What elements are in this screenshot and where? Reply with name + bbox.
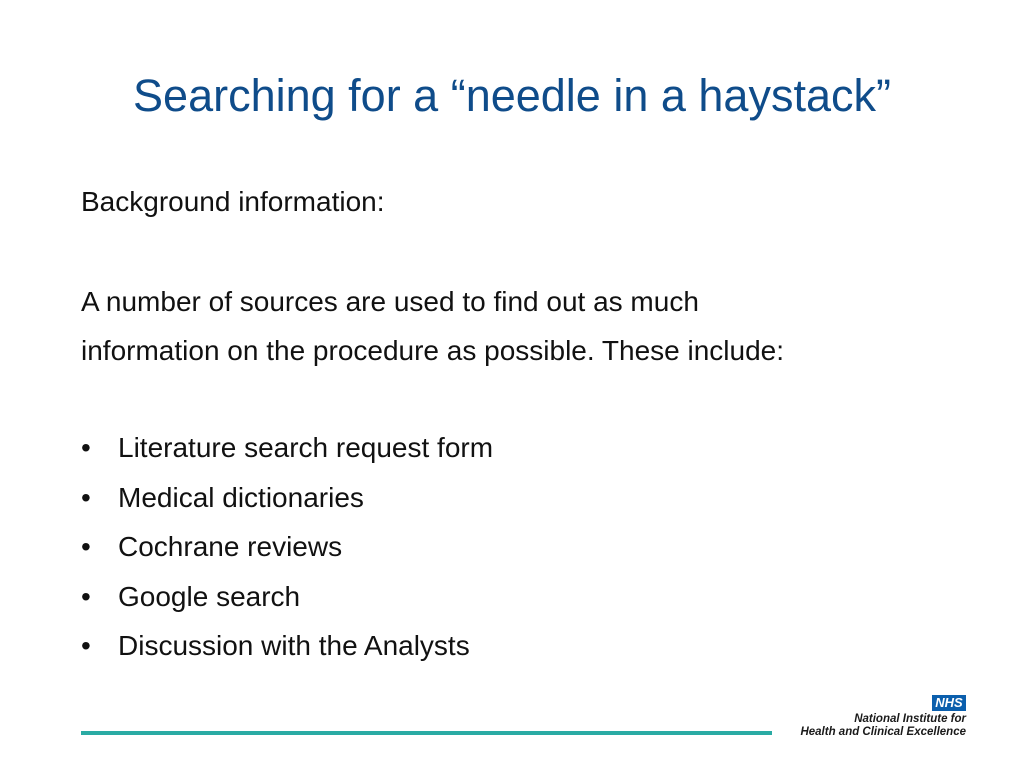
list-item-text: Discussion with the Analysts [118, 630, 470, 661]
bullet-list [81, 430, 493, 678]
list-item-text: Google search [118, 580, 301, 612]
bullet-icon: • [81, 580, 91, 612]
footer-divider [81, 731, 772, 735]
list-item [81, 430, 493, 480]
bullet-icon: • [81, 481, 91, 513]
list-item [81, 480, 493, 530]
nhs-badge-icon: NHS [932, 695, 966, 711]
logo-text-line-1: National Institute for [854, 713, 966, 725]
list-item [81, 529, 493, 579]
paragraph-line-1: A number of sources are used to find out as much [81, 286, 699, 317]
slide-title: Searching for a “needle in a haystack” [133, 70, 891, 121]
logo-text-line-2: Health and Clinical Excellence [800, 726, 966, 738]
list-item-text: Literature search request form [118, 432, 494, 463]
list-item-text: Cochrane reviews [118, 531, 343, 562]
subheading: Background information: [81, 186, 385, 217]
list-item-text: Medical dictionaries [118, 481, 364, 513]
nice-logo [800, 695, 966, 741]
paragraph-line-2: information on the procedure as possible. These include: [81, 335, 785, 366]
bullet-icon: • [81, 432, 91, 463]
bullet-icon: • [81, 630, 91, 661]
list-item [81, 579, 493, 629]
bullet-icon: • [81, 531, 91, 562]
list-item [81, 628, 493, 678]
